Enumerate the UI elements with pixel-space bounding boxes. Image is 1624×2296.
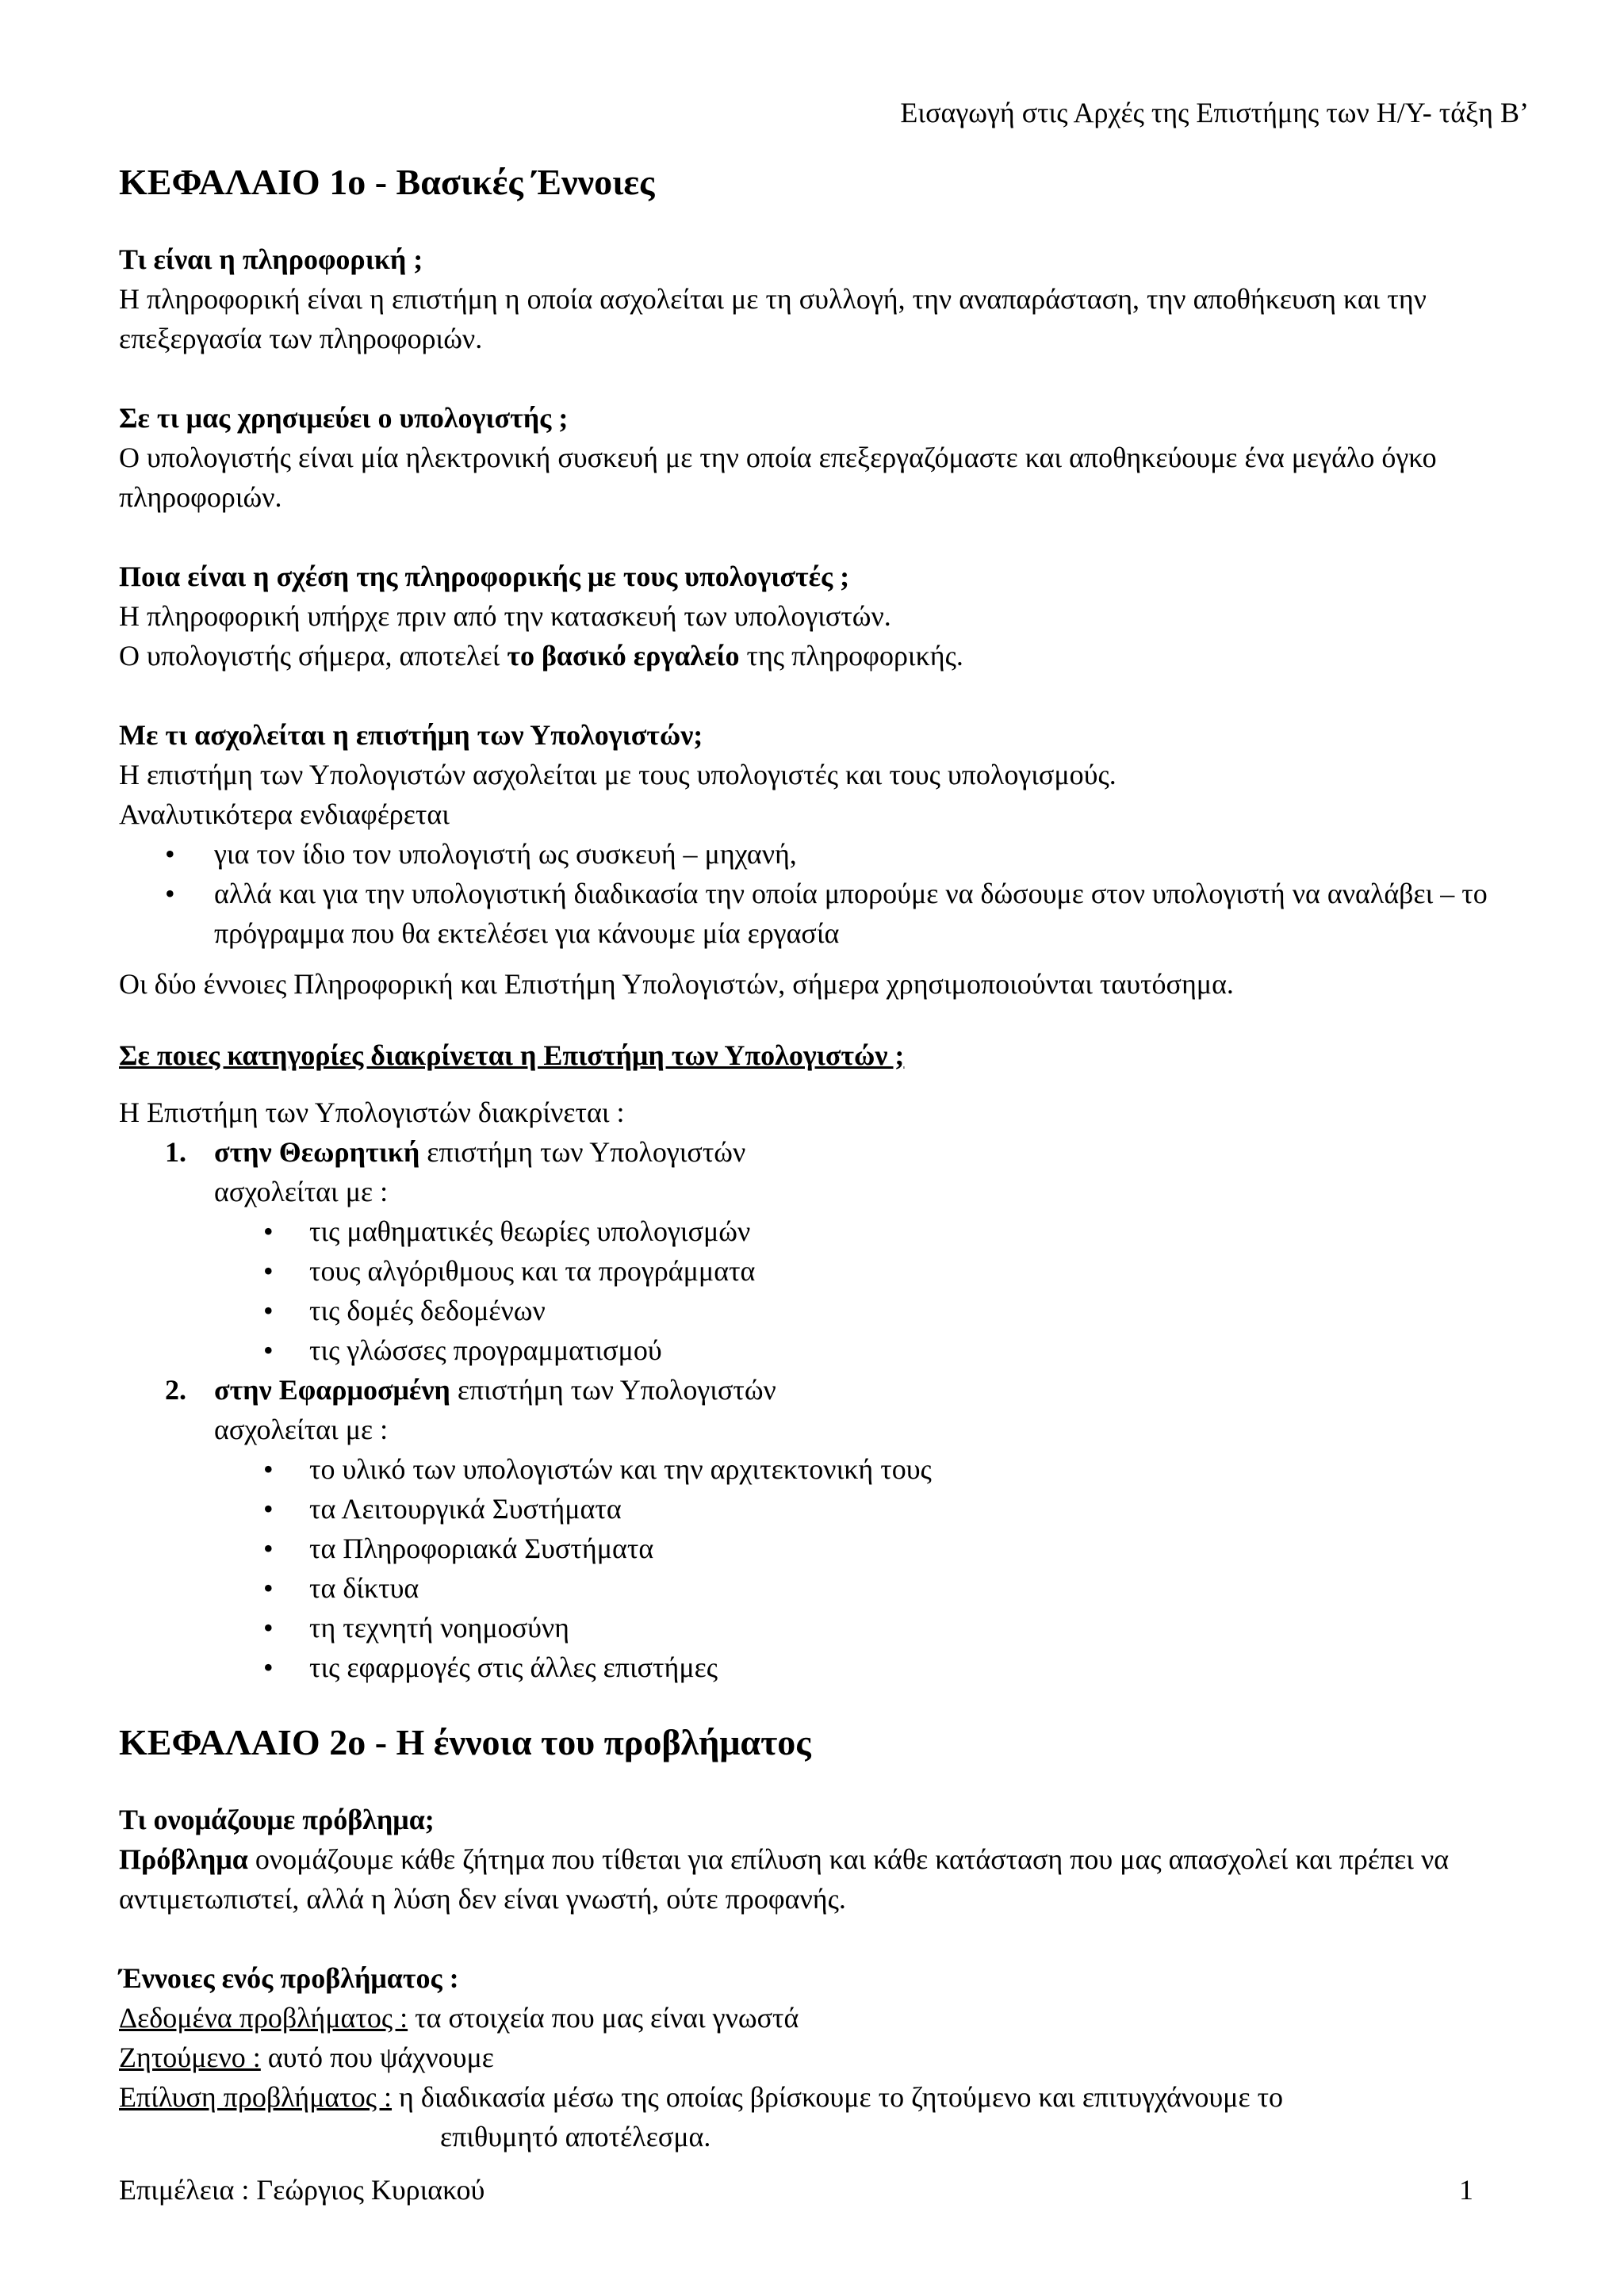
section-what-is-problem [119, 1800, 1530, 1919]
emphasis-text: Πρόβλημα [119, 1843, 248, 1875]
answer-text: Πρόβλημα ονομάζουμε κάθε ζήτημα που τίθεται για επίλυση και κάθε κατάσταση που μας απασχολεί και πρέπει να αντιμετωπιστεί, αλλά η λύση δεν είναι γνωστή, ούτε προφανής. [119, 1843, 1450, 1915]
list-item-theoretical: 1. στην Θεωρητική επιστήμη των Υπολογιστών [119, 1132, 1530, 1172]
numbered-list [119, 1370, 1530, 1410]
definition-term: Επίλυση προβλήματος : [119, 2081, 393, 2113]
list-item: • τα Πληροφοριακά Συστήματα [119, 1529, 1530, 1568]
list-item: • τη τεχνητή νοημοσύνη [119, 1608, 1530, 1647]
list-item: • για τον ίδιο τον υπολογιστή ως συσκευή – μηχανή, [119, 834, 1530, 874]
answer-text-2: Αναλυτικότερα ενδιαφέρεται [119, 798, 450, 830]
answer-text: Η πληροφορική είναι η επιστήμη η οποία ασχολείται με τη συλλογή, την αναπαράσταση, την αποθήκευση και την επεξεργασία των πληροφοριών. [119, 283, 1427, 354]
list-item: • τις γλώσσες προγραμματισμού [119, 1330, 1530, 1370]
answer-text: Ο υπολογιστής είναι μία ηλεκτρονική συσκευή με την οποία επεξεργαζόμαστε και αποθηκεύουμε ένα μεγάλο όγκο πληροφοριών. [119, 442, 1437, 513]
answer-text-2: Ο υπολογιστής σήμερα, αποτελεί το βασικό εργαλείο της πληροφορικής. [119, 640, 963, 672]
numbered-list [119, 1132, 1530, 1172]
page-number: 1 [1459, 2174, 1473, 2206]
section-what-is-informatics [119, 239, 1530, 358]
item-number: 2. [165, 1374, 186, 1406]
list-item-applied: 2. στην Εφαρμοσμένη επιστήμη των Υπολογιστών [119, 1370, 1530, 1410]
section-problem-concepts [119, 1958, 1530, 2156]
chapter-2-title: ΚΕΦΑΛΑΙΟ 2ο - Η έννοια του προβλήματος [119, 1722, 811, 1762]
definition-term: Δεδομένα προβλήματος : [119, 2002, 408, 2034]
question-heading: Με τι ασχολείται η επιστήμη των Υπολογιστών; [119, 719, 703, 751]
list-item: • τους αλγόριθμους και τα προγράμματα [119, 1251, 1530, 1291]
list-item: • τα δίκτυα [119, 1568, 1530, 1608]
section-categories [119, 1035, 1530, 1687]
sub-intro: ασχολείται με : [214, 1414, 389, 1445]
list-item: • τις δομές δεδομένων [119, 1291, 1530, 1330]
closing-text: Οι δύο έννοιες Πληροφορική και Επιστήμη Υπολογιστών, σήμερα χρησιμοποιούνται ταυτόσημα. [119, 968, 1234, 1000]
sub-bullet-list [119, 1449, 1530, 1687]
question-heading: Ποια είναι η σχέση της πληροφορικής με τους υπολογιστές ; [119, 561, 850, 592]
definition-row: Επίλυση προβλήματος : η διαδικασία μέσω της οποίας βρίσκουμε το ζητούμενο και επιτυγχάνουμε το [119, 2081, 1284, 2113]
answer-text: Η πληροφορική υπήρχε πριν από την κατασκευή των υπολογιστών. [119, 600, 891, 632]
sub-bullet-list [119, 1211, 1530, 1370]
list-item: • τις εφαρμογές στις άλλες επιστήμες [119, 1647, 1530, 1687]
list-item: • το υλικό των υπολογιστών και την αρχιτεκτονική τους [119, 1449, 1530, 1489]
list-item: • αλλά και για την υπολογιστική διαδικασία την οποία μπορούμε να δώσουμε στον υπολογιστή να αναλάβει – το πρόγραμμα που θα εκτελέσει για κάνουμε μία εργασία [119, 874, 1530, 953]
sub-intro: ασχολείται με : [214, 1176, 389, 1207]
chapter-1-title: ΚΕΦΑΛΑΙΟ 1ο - Βασικές Έννοιες [119, 162, 655, 202]
definition-row: Ζητούμενο : αυτό που ψάχνουμε [119, 2042, 494, 2073]
question-heading: Τι είναι η πληροφορική ; [119, 243, 423, 275]
question-heading: Σε ποιες κατηγορίες διακρίνεται η Επιστήμη των Υπολογιστών ; [119, 1039, 905, 1071]
list-item: • τις μαθηματικές θεωρίες υπολογισμών [119, 1211, 1530, 1251]
list-item: • τα Λειτουργικά Συστήματα [119, 1489, 1530, 1529]
intro-text: Η Επιστήμη των Υπολογιστών διακρίνεται : [119, 1096, 625, 1128]
running-header: Εισαγωγή στις Αρχές της Επιστήμης των Η/Υ- τάξη Β’ [900, 97, 1529, 128]
page-content [119, 159, 1530, 2156]
item-number: 1. [165, 1136, 186, 1168]
definition-continuation: επιθυμητό αποτέλεσμα. [440, 2121, 711, 2152]
question-heading: Έννοιες ενός προβλήματος : [119, 1962, 459, 1994]
emphasis-text: το βασικό εργαλείο [507, 640, 740, 672]
section-cs-scope [119, 715, 1530, 1004]
definition-term: Ζητούμενο : [119, 2042, 261, 2073]
definition-row: Δεδομένα προβλήματος : τα στοιχεία που μας είναι γνωστά [119, 2002, 799, 2034]
section-computer-use [119, 398, 1530, 517]
section-relation [119, 557, 1530, 675]
question-heading: Σε τι μας χρησιμεύει ο υπολογιστής ; [119, 402, 569, 434]
bullet-list [119, 834, 1530, 953]
question-heading: Τι ονομάζουμε πρόβλημα; [119, 1804, 435, 1835]
footer-editor: Επιμέλεια : Γεώργιος Κυριακού [119, 2174, 485, 2206]
emphasis-text: στην Θεωρητική [214, 1136, 420, 1168]
answer-text: Η επιστήμη των Υπολογιστών ασχολείται με τους υπολογιστές και τους υπολογισμούς. [119, 759, 1116, 790]
emphasis-text: στην Εφαρμοσμένη [214, 1374, 450, 1406]
